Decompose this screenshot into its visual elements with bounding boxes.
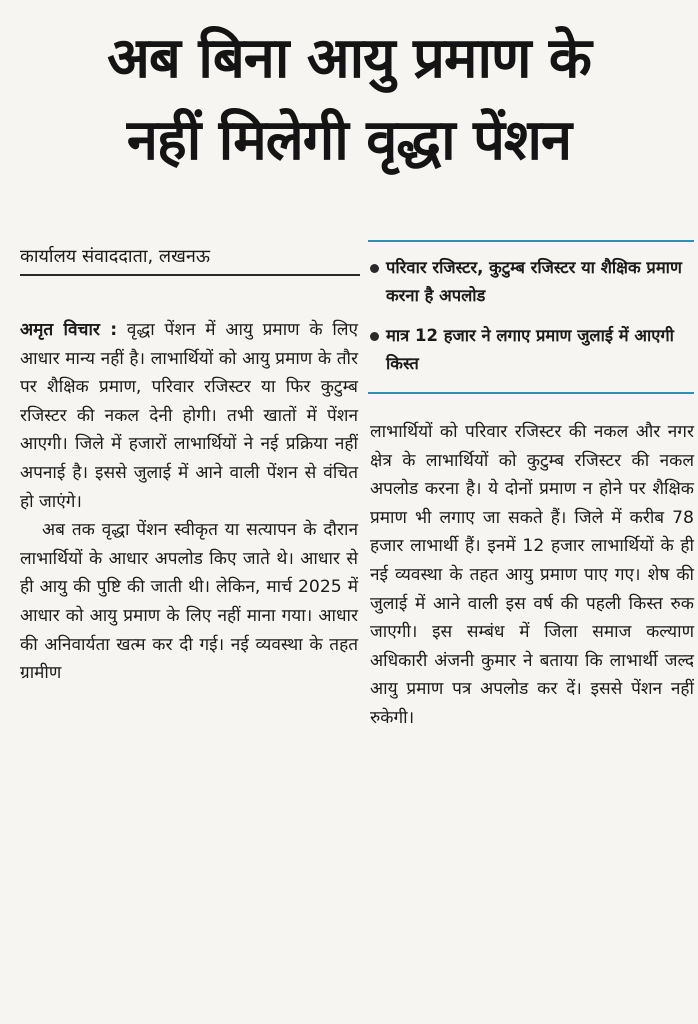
highlights-box	[368, 240, 694, 394]
highlight-item	[368, 322, 694, 378]
headline-line-1: अब बिना आयु प्रमाण के	[107, 26, 591, 91]
highlight-text: परिवार रजिस्टर, कुटुम्ब रजिस्टर या शैक्षिक प्रमाण करना है अपलोड	[386, 258, 682, 305]
bullet-icon	[370, 264, 379, 273]
byline: कार्यालय संवाददाता, लखनऊ	[20, 244, 360, 276]
highlight-text: मात्र 12 हजार ने लगाए प्रमाण जुलाई में आएगी किस्त	[386, 326, 674, 373]
headline-line-2: नहीं मिलेगी वृद्धा पेंशन	[126, 108, 572, 173]
paragraph	[20, 316, 358, 516]
headline	[0, 18, 698, 182]
paragraph: अब तक वृद्धा पेंशन स्वीकृत या सत्यापन के दौरान लाभार्थियों के आधार अपलोड किए जाते थे। आधार से ही आयु की पुष्टि की जाती थी। लेकिन, मार्च 2025 में आधार को आयु प्रमाण के लिए नहीं माना गया। आधार की अनिवार्यता खत्म कर दी गई। नई व्यवस्था के तहत ग्रामीण	[20, 520, 358, 684]
paragraph-text: वृद्धा पेंशन में आयु प्रमाण के लिए आधार मान्य नहीं है। लाभार्थियों को आयु प्रमाण के तौर पर शैक्षिक प्रमाण, परिवार रजिस्टर या फिर कुटुम्ब रजिस्टर की नकल देनी होगी। तभी खातों में पेंशन आएगी। जिले में हजारों लाभार्थियों ने नई प्रक्रिया नहीं अपनाई है। इससे जुलाई में आने वाली पेंशन से वंचित हो जाएंगे।	[20, 320, 358, 512]
article-column-right	[370, 418, 694, 733]
highlight-item	[368, 254, 694, 310]
lead-label: अमृत विचार :	[20, 320, 118, 340]
bullet-icon	[370, 332, 379, 341]
paragraph: लाभार्थियों को परिवार रजिस्टर की नकल और नगर क्षेत्र के लाभार्थियों को कुटुम्ब रजिस्टर की नकल अपलोड करना है। ये दोनों प्रमाण न होने पर शैक्षिक प्रमाण भी लगाए जा सकते हैं। जिले में करीब 78 हजार लाभार्थी हैं। इनमें 12 हजार लाभार्थियों के ही नई व्यवस्था के तहत आयु प्रमाण पाए गए। शेष की जुलाई में आने वाली इस वर्ष की पहली किस्त रुक जाएगी। इस सम्बंध में जिला समाज कल्याण अधिकारी अंजनी कुमार ने बताया कि लाभार्थी जल्द आयु प्रमाण पत्र अपलोड कर दें। इससे पेंशन नहीं रुकेगी।	[370, 422, 694, 728]
article-column-left	[20, 316, 358, 688]
